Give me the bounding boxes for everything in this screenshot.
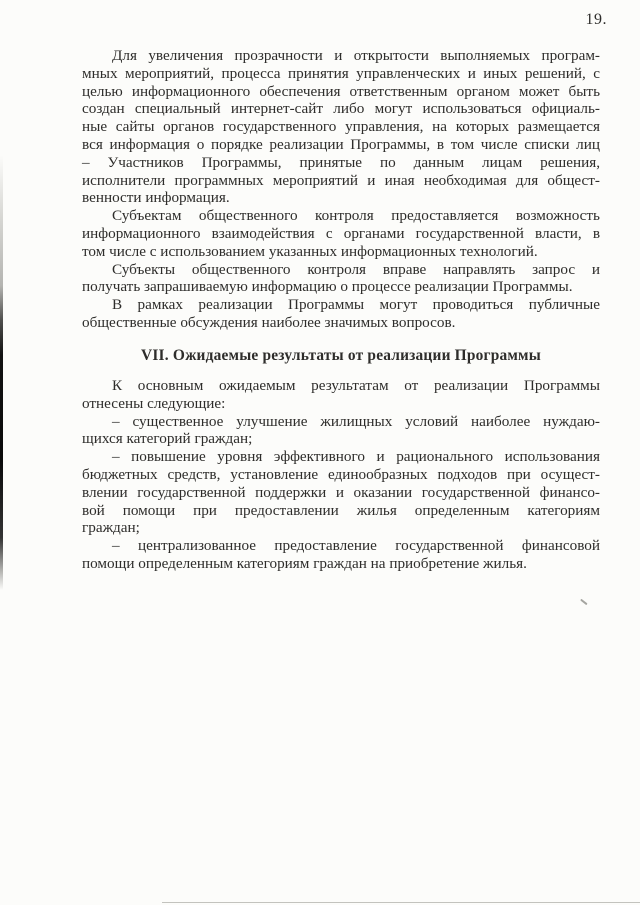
paragraph: [82, 413, 600, 449]
text-line: отнесены следующие:: [82, 394, 226, 412]
text-line: Субъектам общественного контроля предоставляется возможность: [112, 207, 600, 225]
text-line: – повышение уровня эффективного и рационального использования: [112, 448, 600, 466]
text-line: вся информация о порядке реализации Программы, в том числе списки лиц: [82, 135, 600, 153]
paragraph: [82, 261, 600, 297]
text-line: В рамках реализации Программы могут проводиться публичные: [112, 296, 600, 314]
text-line: влении государственной поддержки и оказании государственной финансо-: [82, 483, 600, 501]
text-line: целью информационного обеспечения ответственным органом может быть: [82, 82, 600, 100]
paragraph: [82, 448, 600, 537]
paragraph: [82, 537, 600, 573]
page-number: 19.: [585, 11, 607, 28]
text-line: вой помощи при предоставлении жилья определенным категориям: [82, 501, 600, 519]
text-line: – существенное улучшение жилищных условий наиболее нуждаю-: [112, 412, 600, 430]
text-line: информационного взаимодействия с органами государственной власти, в: [82, 224, 600, 242]
scan-edge-line-artifact: [162, 902, 640, 903]
scan-speck-artifact: [580, 599, 587, 605]
text-line: создан специальный интернет-сайт либо могут использоваться официаль-: [82, 100, 600, 118]
text-line: Для увеличения прозрачности и открытости выполняемых програм-: [112, 47, 600, 64]
paragraph: [82, 207, 600, 260]
document-body: [82, 47, 600, 573]
text-line: щихся категорий граждан;: [82, 430, 253, 448]
text-line: общественные обсуждения наиболее значимых вопросов.: [82, 313, 456, 331]
paragraph: [82, 296, 600, 332]
text-line: ные сайты органов государственного управления, на которых размещается: [82, 118, 600, 136]
text-line: получать запрашиваемую информацию о процессе реализации Программы.: [82, 278, 573, 296]
text-line: Субъекты общественного контроля вправе направлять запрос и: [112, 260, 600, 278]
scan-streak-artifact: [0, 155, 3, 590]
text-line: бюджетных средств, установление единообразных подходов при осущест-: [82, 466, 600, 484]
text-line: исполнители программных мероприятий и иная необходимая для общест-: [82, 171, 600, 189]
section-heading: VII. Ожидаемые результаты от реализации Программы: [141, 346, 541, 364]
paragraph: [82, 377, 600, 413]
text-line: венности информация.: [82, 189, 230, 207]
text-line: – централизованное предоставление государственной финансовой: [112, 537, 600, 555]
text-line: К основным ожидаемым результатам от реализации Программы: [112, 377, 600, 395]
text-line: том числе с использованием указанных информационных технологий.: [82, 242, 538, 260]
text-line: мных мероприятий, процесса принятия управленческих и иных решений, с: [82, 64, 600, 82]
text-line: граждан;: [82, 519, 140, 537]
text-line: помощи определенным категориям граждан на приобретение жилья.: [82, 555, 527, 573]
paragraph: [82, 47, 600, 207]
text-line: – Участников Программы, принятые по данным лицам решения,: [82, 153, 600, 171]
